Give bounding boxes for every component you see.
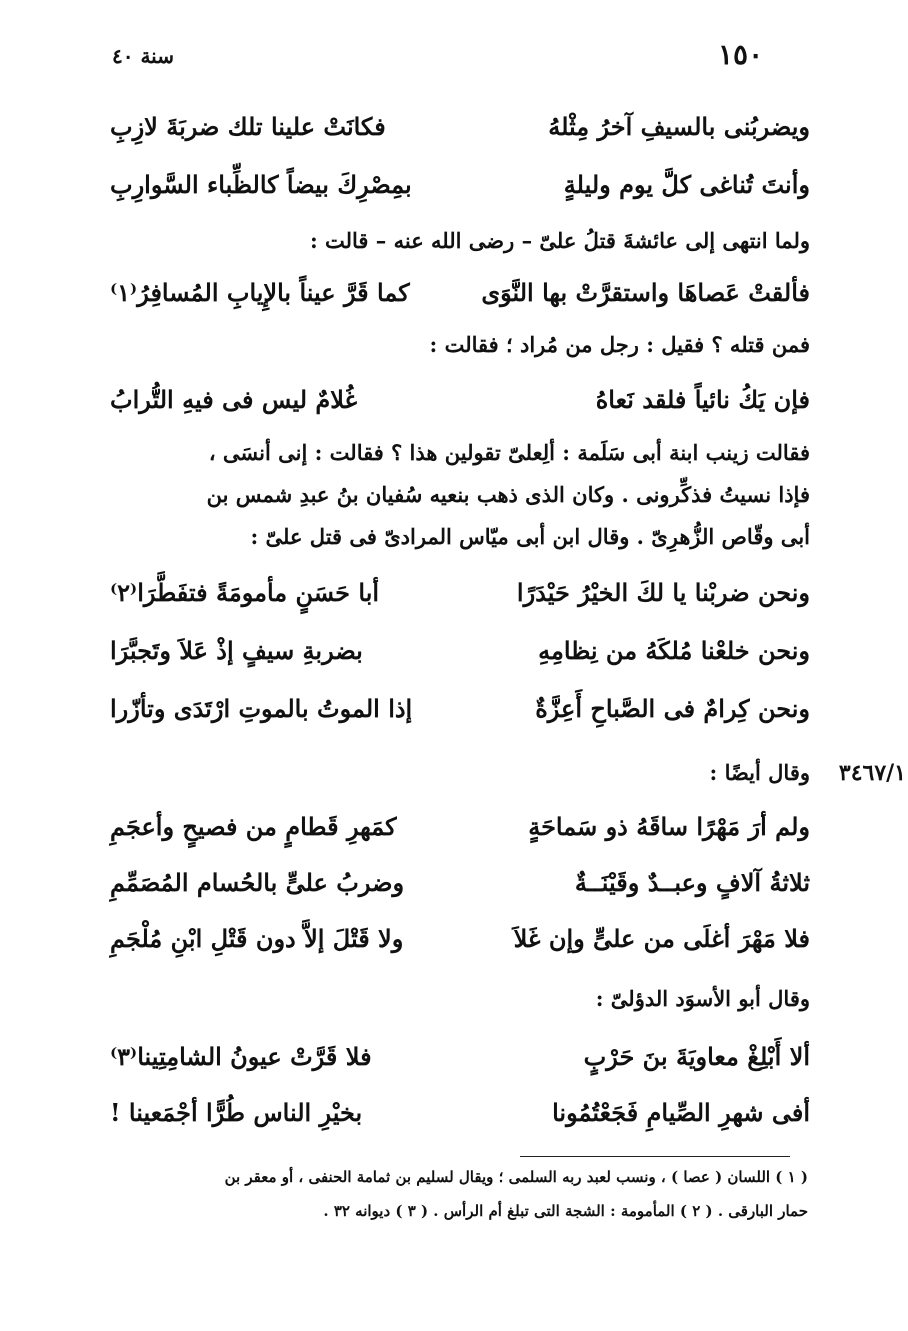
verse-line [110, 170, 810, 210]
hemistich-second: كمَهرِ قَطامٍ من فصيحٍ وأعجَمِ [110, 812, 397, 841]
hemistich-first: ونحن كِرامٌ فى الصَّباحِ أَعِزَّةٌ [535, 694, 810, 723]
verse-line [110, 1098, 810, 1138]
hemistich-second: بخيْرِ الناس طُرًّا أجْمَعينا ! [110, 1098, 363, 1127]
verse-line [110, 578, 810, 618]
hemistich-second: كما قَرَّ عيناً بالإِيابِ المُسافِرُ⁽١⁾ [110, 278, 410, 307]
hemistich-first: ونحن ضربْنا يا لكَ الخيْرُ حَيْدَرًا [516, 578, 810, 607]
verse-line [110, 924, 810, 964]
footnote-line: ( ١ ) اللسان ( عصا ) ، ونسب لعبد ربه السلمى ؛ ويقال لسليم بن ثمامة الحنفى ، أو معقر بن [224, 1168, 808, 1186]
verse-line [110, 636, 810, 676]
prose-line: وقال أيضًا : [709, 760, 810, 785]
prose-line: وقال أبو الأسوَد الدؤلىّ : [595, 986, 810, 1011]
verse-line [110, 112, 810, 152]
hemistich-second: أبا حَسَنٍ مأمومَةً فتفَطَّرَا⁽٢⁾ [110, 578, 380, 607]
hemistich-second: غُلامٌ ليس فى فيهِ التُّرابُ [110, 385, 358, 414]
verse-line [110, 694, 810, 734]
hemistich-second: فكانَتْ علينا تلك ضربَةَ لازِبِ [110, 112, 386, 141]
hemistich-second: ولا قَتْلَ إلاَّ دون قَتْلِ ابْنِ مُلْجَمِ [110, 924, 404, 953]
hemistich-first: ويضربُنى بالسيفِ آخرُ مِثْلهُ [548, 112, 810, 141]
footnote-line: حمار البارقى . ( ٢ ) المأمومة : الشجة التى تبلغ أم الرأس . ( ٣ ) ديوانه ٣٢ . [323, 1202, 808, 1220]
margin-reference: ٣٤٦٧/١ [838, 760, 906, 786]
hemistich-first: وأنتَ تُناغى كلَّ يوم وليلةٍ [563, 170, 810, 199]
hemistich-first: ونحن خلعْنا مُلكَهُ من نِظامِهِ [538, 636, 810, 665]
verse-line [110, 385, 810, 425]
hemistich-second: فلا قَرَّتْ عيونُ الشامِتِينا⁽٣⁾ [110, 1042, 372, 1071]
verse-line [110, 868, 810, 908]
hemistich-second: إذا الموتُ بالموتِ ارْتَدَى وتأزّرا [110, 694, 413, 723]
prose-line: ولما انتهى إلى عائشةَ قتلُ علىّ – رضى الله عنه – قالت : [309, 228, 810, 253]
prose-line: فمن قتله ؟ فقيل : رجل من مُراد ؛ فقالت : [429, 332, 810, 357]
hemistich-first: ولم أرَ مَهْرًا ساقَهُ ذو سَماحَةٍ [528, 812, 810, 841]
hemistich-first: أفى شهرِ الصِّيامِ فَجَعْتُمُونا [552, 1098, 810, 1127]
hemistich-first: ألا أَبْلِغْ معاويَةَ بنَ حَرْبٍ [583, 1042, 810, 1071]
hemistich-first: فألقتْ عَصاهَا واستقرَّتْ بها النَّوَى [481, 278, 810, 307]
prose-line: فإذا نسيتُ فذكِّرونى . وكان الذى ذهب بنعيه سُفيان بنُ عبدِ شمس بن [206, 482, 810, 507]
hemistich-second: وضربُ علىٍّ بالحُسام المُصَمِّمِ [110, 868, 405, 897]
footnote-divider [520, 1156, 790, 1157]
verse-line [110, 278, 810, 318]
verse-line [110, 1042, 810, 1082]
running-header-year: سنة ٤٠ [112, 44, 174, 68]
prose-line: أبى وقّاص الزُّهرِىّ . وقال ابن أبى ميّاس المرادىّ فى قتل علىّ : [250, 524, 810, 549]
page-number: ١٥٠ [718, 38, 764, 71]
verse-line [110, 812, 810, 852]
prose-line: فقالت زينب ابنة أبى سَلَمة : ألِعلىّ تقولين هذا ؟ فقالت : إنى أنسَى ، [208, 440, 810, 465]
hemistich-second: بضربةِ سيفٍ إذْ عَلاَ وتَجبَّرَا [110, 636, 363, 665]
hemistich-first: فلا مَهْرَ أغلَى من علىٍّ وإن غَلاَ [513, 924, 810, 953]
hemistich-first: ثلاثةُ آلافٍ وعبــدٌ وقَيْنَــةٌ [574, 868, 810, 897]
hemistich-first: فإن يَكُ نائياً فلقد نَعاهُ [595, 385, 810, 414]
hemistich-second: بمِصْرِكَ بيضاً كالظِّباء السَّوارِبِ [110, 170, 412, 199]
